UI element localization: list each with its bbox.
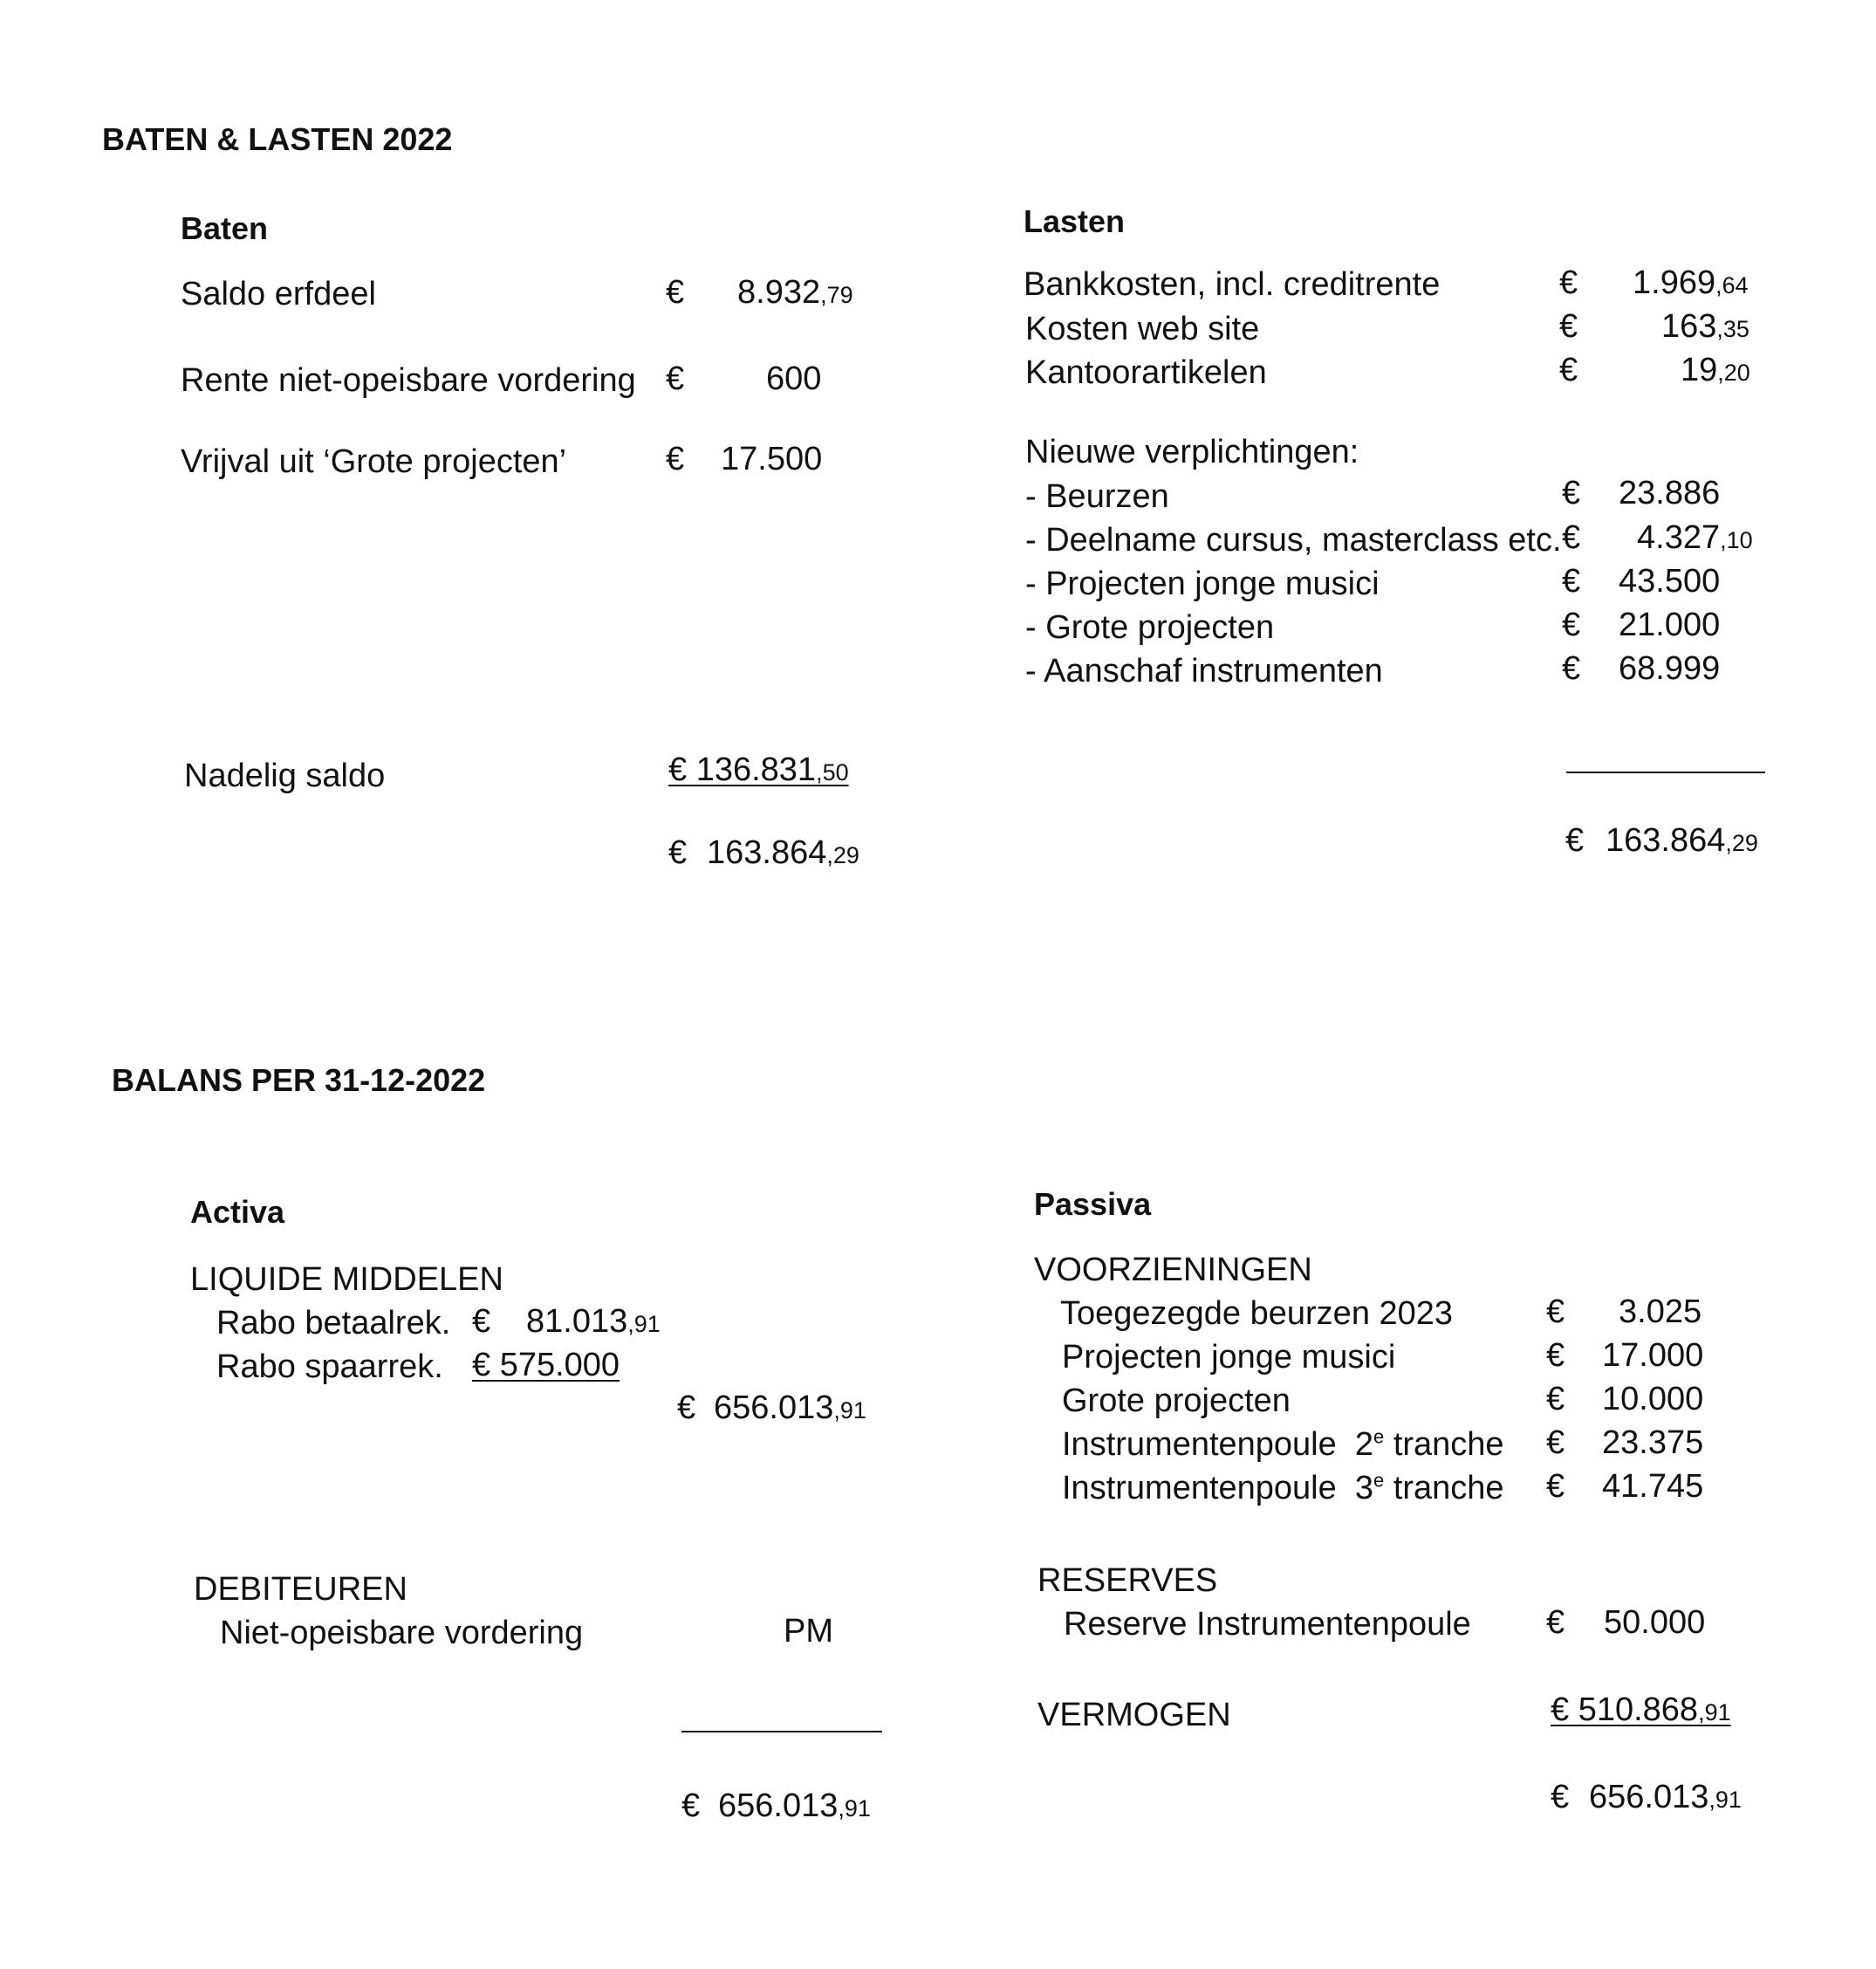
- voorziening-amount: 41.745: [1602, 1468, 1704, 1505]
- rabo-betaal-currency: €: [472, 1303, 491, 1340]
- liquide-heading: LIQUIDE MIDDELEN: [190, 1261, 503, 1298]
- lasten-item-currency: €: [1559, 308, 1578, 345]
- lasten-total-rule: [1566, 772, 1765, 773]
- voorziening-currency: €: [1546, 1381, 1565, 1417]
- verplichting-currency: €: [1562, 563, 1581, 600]
- baten-item-amount: 600: [766, 360, 822, 397]
- reserve-label: Reserve Instrumentenpoule: [1064, 1606, 1471, 1643]
- lasten-item-amount: 163,35: [1661, 308, 1749, 345]
- baten-item-currency: €: [666, 360, 685, 397]
- activa-heading: Activa: [190, 1194, 285, 1230]
- voorziening-currency: €: [1546, 1424, 1565, 1461]
- voorziening-currency: €: [1546, 1293, 1565, 1330]
- baten-item-label: Rente niet-opeisbare vordering: [181, 362, 636, 399]
- verplichting-label: - Grote projecten: [1025, 609, 1275, 646]
- liquide-subtotal-currency: €: [677, 1389, 696, 1426]
- baten-item-amount: 17.500: [721, 441, 823, 477]
- baten-item-amount: 8.932,79: [737, 274, 853, 311]
- liquide-subtotal-amount: 656.013,91: [714, 1389, 866, 1426]
- passiva-total-currency: €: [1551, 1779, 1570, 1815]
- baten-total-amount: 163.864,29: [707, 834, 859, 871]
- rabo-spaar-label: Rabo spaarrek.: [216, 1348, 443, 1385]
- reserve-amount: 50.000: [1604, 1604, 1706, 1641]
- voorziening-label: Toegezegde beurzen 2023: [1060, 1295, 1454, 1332]
- verplichting-currency: €: [1562, 607, 1581, 643]
- passiva-heading: Passiva: [1034, 1186, 1152, 1222]
- debiteur-label: Niet-opeisbare vordering: [220, 1615, 584, 1651]
- reserve-currency: €: [1546, 1604, 1565, 1641]
- activa-total-rule: [681, 1731, 882, 1732]
- voorziening-currency: €: [1546, 1337, 1565, 1374]
- verplichting-label: - Deelname cursus, masterclass etc.: [1025, 522, 1562, 559]
- lasten-item-label: Kantoorartikelen: [1025, 354, 1267, 391]
- voorziening-label: Projecten jonge musici: [1062, 1339, 1396, 1376]
- reserves-heading: RESERVES: [1037, 1562, 1218, 1599]
- verplichting-amount: 4.327,10: [1637, 519, 1753, 556]
- baten-total-currency: €: [668, 834, 688, 871]
- baten-item-currency: €: [666, 441, 685, 477]
- lasten-item-currency: €: [1559, 264, 1578, 301]
- activa-total-currency: €: [681, 1787, 701, 1824]
- activa-total-amount: 656.013,91: [718, 1787, 871, 1824]
- voorziening-amount: 23.375: [1602, 1424, 1704, 1461]
- rabo-spaar-amount: € 575.000: [472, 1347, 620, 1383]
- lasten-item-label: Kosten web site: [1025, 311, 1260, 347]
- voorziening-label: Instrumentenpoule 3e tranche: [1062, 1469, 1504, 1506]
- passiva-total-amount: 656.013,91: [1589, 1779, 1742, 1815]
- voorziening-label: Grote projecten: [1062, 1382, 1291, 1419]
- lasten-total-amount: 163.864,29: [1606, 822, 1758, 859]
- lasten-item-amount: 1.969,64: [1633, 264, 1749, 301]
- lasten-item-label: Bankkosten, incl. creditrente: [1024, 266, 1441, 303]
- lasten-item-currency: €: [1559, 352, 1578, 388]
- verplichting-label: - Aanschaf instrumenten: [1025, 653, 1383, 689]
- verplichting-amount: 43.500: [1619, 563, 1721, 600]
- balans-title: BALANS PER 31-12-2022: [112, 1062, 486, 1098]
- baten-item-currency: €: [666, 274, 685, 311]
- verplichting-currency: €: [1562, 650, 1581, 687]
- verplichting-amount: 21.000: [1619, 607, 1721, 643]
- verplichtingen-heading: Nieuwe verplichtingen:: [1025, 434, 1359, 470]
- lasten-item-amount: 19,20: [1681, 352, 1750, 388]
- voorzieningen-heading: VOORZIENINGEN: [1034, 1252, 1312, 1288]
- nadelig-saldo-value: € 136.831,50: [668, 751, 849, 788]
- voorziening-amount: 10.000: [1602, 1381, 1704, 1417]
- lasten-heading: Lasten: [1024, 203, 1126, 239]
- lasten-total-currency: €: [1565, 822, 1585, 859]
- voorziening-amount: 3.025: [1619, 1293, 1702, 1330]
- nadelig-saldo-label: Nadelig saldo: [184, 758, 386, 794]
- verplichting-amount: 23.886: [1619, 475, 1721, 511]
- verplichting-currency: €: [1562, 475, 1581, 511]
- verplichting-amount: 68.999: [1619, 650, 1721, 687]
- vermogen-label: VERMOGEN: [1037, 1697, 1231, 1733]
- voorziening-currency: €: [1546, 1468, 1565, 1505]
- debiteuren-heading: DEBITEUREN: [194, 1571, 407, 1608]
- voorziening-amount: 17.000: [1602, 1337, 1704, 1374]
- verplichting-label: - Projecten jonge musici: [1025, 566, 1380, 602]
- vermogen-value: € 510.868,91: [1551, 1691, 1731, 1728]
- rabo-betaal-amount: 81.013,91: [526, 1303, 661, 1340]
- verplichting-label: - Beurzen: [1025, 478, 1169, 515]
- rabo-betaal-label: Rabo betaalrek.: [216, 1305, 451, 1341]
- baten-item-label: Saldo erfdeel: [181, 276, 376, 312]
- verplichting-currency: €: [1562, 519, 1581, 556]
- baten-lasten-title: BATEN & LASTEN 2022: [102, 121, 453, 157]
- debiteur-value: PM: [784, 1613, 833, 1650]
- voorziening-label: Instrumentenpoule 2e tranche: [1062, 1425, 1504, 1463]
- baten-heading: Baten: [181, 210, 269, 246]
- baten-item-label: Vrijval uit ‘Grote projecten’: [181, 443, 567, 480]
